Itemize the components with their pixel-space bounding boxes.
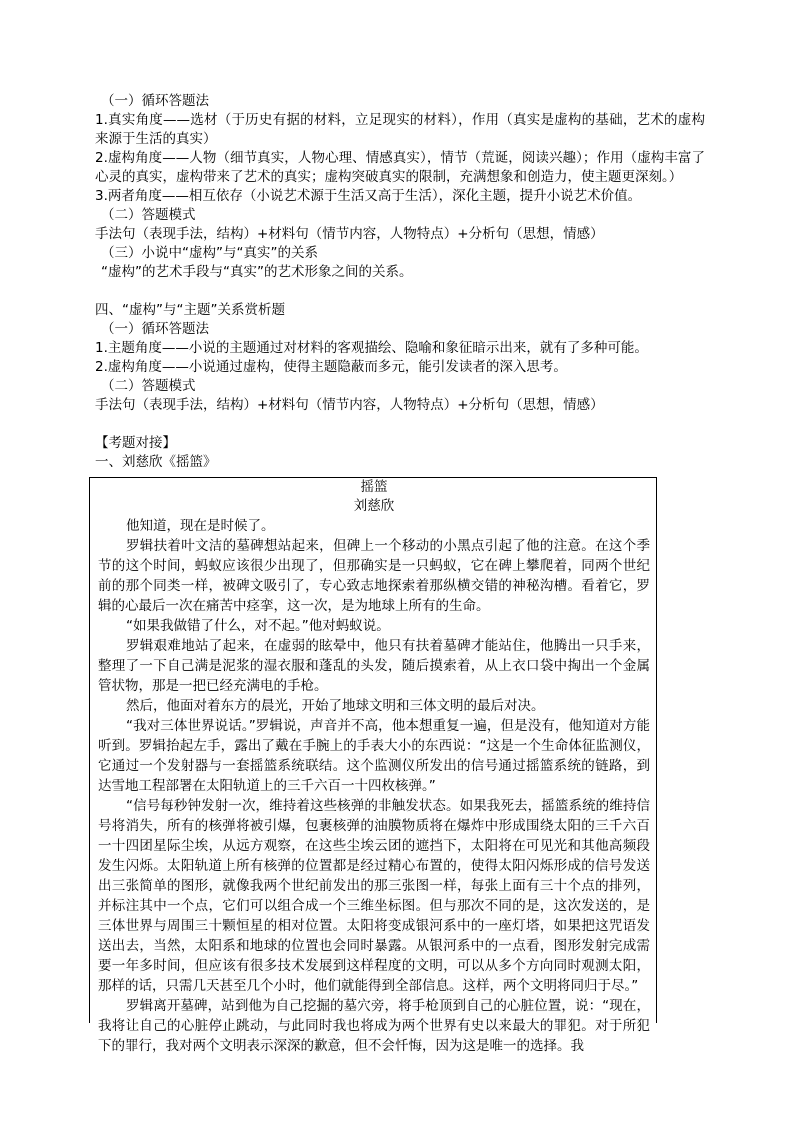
exam-item: 一、刘慈欣《摇篮》 — [95, 454, 217, 470]
sec3-sub1: （一）循环答题法 — [101, 93, 209, 109]
sec3-sub2: （二）答题模式 — [101, 207, 196, 223]
story-paragraph: “信号每秒钟发射一次，维持着这些核弹的非触发状态。如果我死去，摇篮系统的维持信号将消失，所有的核弹将被引爆，包裹核弹的油膜物质将在爆炸中形成围绕太阳的三千六百一十四团星际尘埃，从远方观察，在这些尘埃云团的遮挡下，太阳将在可见光和其他高频段发生闪烁。太阳轨道上所有核弹的位置都是经过精心布置的，使得太阳闪烁形成的信号发送出三张简单的图形，就像我两个世纪前发出的那三张图一样，每张上面有三十个点的排列，并标注其中一个点，它们可以组合成一个三维坐标图。但与那次不同的是，这次发送的，是三体世界与周围三十颗恒星的相对位置。太阳将变成银河系中的一座灯塔，如果把这咒语发送出去，当然，太阳系和地球的位置也会同时暴露。从银河系中的一点看，图形发射完成需要一年多时间，但应该有很多技术发展到这样程度的文明，可以从多个方向同时观测太阳，那样的话，只需几天甚至几个小时，他们就能得到全部信息。这样，两个文明将同归于尽。” — [98, 798, 650, 994]
document-body — [95, 92, 705, 472]
sec4-heading: 四、“虚构”与“主题”关系赏析题 — [95, 302, 285, 318]
sec4-mode: 手法句（表现手法，结构）+材料句（情节内容，人物特点）+分析句（思想，情感） — [95, 397, 604, 413]
sec3-item2: 2.虚构角度——人物（细节真实，人物心理、情感真实），情节（荒诞，阅读兴趣）；作用（虚构丰富了心灵的真实，虚构带来了艺术的真实；虚构突破真实的限制，充满想象和创造力，使主题更深刻。） — [95, 150, 705, 185]
sec3-item1: 1.真实角度——选材（于历史有据的材料，立足现实的材料），作用（真实是虚构的基础，艺术的虚构来源于生活的真实） — [95, 112, 705, 147]
story-paragraph: 罗辑扶着叶文洁的墓碑想站起来，但碑上一个移动的小黑点引起了他的注意。在这个季节的这个时间，蚂蚁应该很少出现了，但那确实是一只蚂蚁，它在碑上攀爬着，同两个世纪前的那个同类一样，被碑文吸引了，专心致志地探索着那纵横交错的神秘沟槽。看着它，罗辑的心最后一次在痛苦中痉挛，这一次，是为地球上所有的生命。 — [98, 538, 650, 614]
story-paragraph: “如果我做错了什么，对不起。”他对蚂蚁说。 — [126, 618, 390, 634]
sec4-item2: 2.虚构角度——小说通过虚构，使得主题隐蔽而多元，能引发读者的深入思考。 — [95, 359, 567, 375]
exam-heading: 【考题对接】 — [95, 435, 176, 451]
sec4-sub1: （一）循环答题法 — [101, 321, 209, 337]
sec4-sub2: （二）答题模式 — [101, 378, 196, 394]
story-title: 摇篮 — [360, 479, 388, 495]
sec3-relation: “虚构”的艺术手段与“真实”的艺术形象之间的关系。 — [101, 264, 413, 280]
story-paragraph: “我对三体世界说话。”罗辑说，声音并不高，他本想重复一遍，但是没有，他知道对方能听到。罗辑抬起左手，露出了戴在手腕上的手表大小的东西说：“这是一个生命体征监测仪，它通过一个发射器与一套摇篮系统联结。这个监测仪所发出的信号通过摇篮系统的链路，到达雪地工程部署在太阳轨道上的三千六百一十四枚核弹。” — [98, 718, 650, 794]
story-box — [89, 477, 657, 1054]
sec3-sub3: （三）小说中“虚构”与“真实”的关系 — [101, 245, 318, 261]
story-paragraph: 罗辑艰难地站了起来，在虚弱的眩晕中，他只有扶着墓碑才能站住，他腾出一只手来，整理了一下自己满是泥浆的湿衣服和蓬乱的头发，随后摸索着，从上衣口袋中掏出一个金属管状物，那是一把已经充满电的手枪。 — [98, 638, 650, 694]
story-paragraph: 罗辑离开墓碑，站到他为自己挖掘的墓穴旁，将手枪顶到自己的心脏位置，说：“现在，我将让自己的心脏停止跳动，与此同时我也将成为两个世界有史以来最大的罪犯。对于所犯下的罪行，我对两个文明表示深深的歉意，但不会忏悔，因为这是唯一的选择。我 — [98, 998, 650, 1054]
story-paragraph: 然后，他面对着东方的晨光，开始了地球文明和三体文明的最后对决。 — [126, 698, 545, 714]
sec4-item1: 1.主题角度——小说的主题通过对材料的客观描绘、隐喻和象征暗示出来，就有了多种可能。 — [95, 340, 648, 356]
story-author: 刘慈欣 — [353, 498, 395, 514]
sec3-mode: 手法句（表现手法，结构）+材料句（情节内容，人物特点）+分析句（思想，情感） — [95, 226, 604, 242]
sec3-item3: 3.两者角度——相互依存（小说艺术源于生活又高于生活），深化主题，提升小说艺术价值。 — [95, 188, 642, 204]
story-paragraph: 他知道，现在是时候了。 — [126, 518, 275, 534]
